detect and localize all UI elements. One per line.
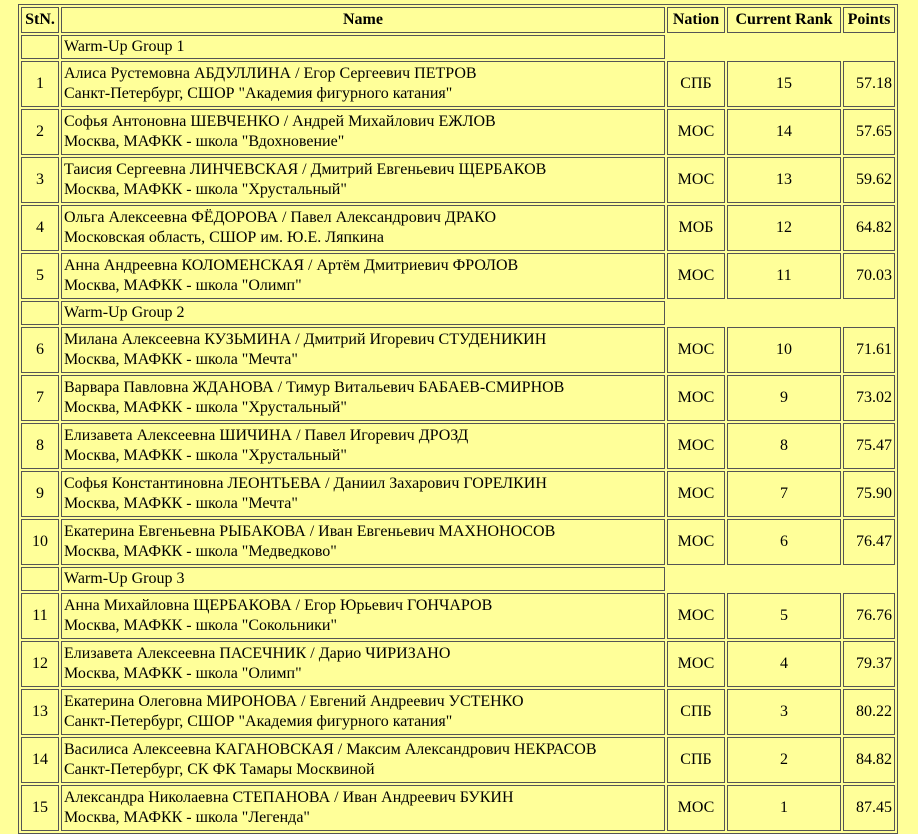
nation: МОС [667,423,725,469]
warmup-group-label: Warm-Up Group 3 [61,567,665,591]
points: 71.61 [843,327,895,373]
group-blank [667,567,895,591]
start-number: 4 [21,205,59,251]
club-name: Москва, МАФКК - школа "Хрустальный" [64,447,347,464]
name-cell [61,689,665,735]
table-row [21,375,895,421]
points: 76.47 [843,519,895,565]
start-number: 12 [21,641,59,687]
table-row [21,61,895,107]
header-name: Name [61,7,665,33]
points: 79.37 [843,641,895,687]
table-row [21,157,895,203]
current-rank: 4 [727,641,841,687]
start-number: 13 [21,689,59,735]
nation: МОС [667,785,725,831]
group-stn-empty [21,35,59,59]
points: 75.47 [843,423,895,469]
warmup-group-row [21,567,895,591]
current-rank: 14 [727,109,841,155]
table-row [21,641,895,687]
group-blank [667,35,895,59]
pair-names: Алиса Рустемовна АБДУЛЛИНА / Егор Сергеевич ПЕТРОВ [64,65,477,82]
start-number: 7 [21,375,59,421]
club-name: Москва, МАФКК - школа "Мечта" [64,351,298,368]
pair-names: Екатерина Евгеньевна РЫБАКОВА / Иван Евгеньевич МАХНОНОСОВ [64,523,556,540]
points: 84.82 [843,737,895,783]
name-cell [61,471,665,517]
nation: МОС [667,519,725,565]
points: 75.90 [843,471,895,517]
group-stn-empty [21,301,59,325]
warmup-group-label: Warm-Up Group 1 [61,35,665,59]
current-rank: 2 [727,737,841,783]
warmup-group-label: Warm-Up Group 2 [61,301,665,325]
table-row [21,519,895,565]
start-number: 11 [21,593,59,639]
start-number: 6 [21,327,59,373]
club-name: Москва, МАФКК - школа "Медведково" [64,543,337,560]
pair-names: Александра Николаевна СТЕПАНОВА / Иван Андреевич БУКИН [64,789,514,806]
club-name: Москва, МАФКК - школа "Сокольники" [64,617,338,634]
club-name: Москва, МАФКК - школа "Олимп" [64,277,302,294]
nation: СПБ [667,737,725,783]
starting-order-table [18,4,898,834]
table-body [21,35,895,831]
current-rank: 6 [727,519,841,565]
current-rank: 5 [727,593,841,639]
nation: МОС [667,641,725,687]
nation: МОБ [667,205,725,251]
points: 80.22 [843,689,895,735]
table-row [21,253,895,299]
current-rank: 11 [727,253,841,299]
name-cell [61,641,665,687]
current-rank: 15 [727,61,841,107]
name-cell [61,61,665,107]
name-cell [61,253,665,299]
pair-names: Василиса Алексеевна КАГАНОВСКАЯ / Максим Александрович НЕКРАСОВ [64,741,597,758]
nation: МОС [667,375,725,421]
name-cell [61,737,665,783]
start-number: 8 [21,423,59,469]
header-row [21,7,895,33]
header-points: Points [843,7,895,33]
header-nation: Nation [667,7,725,33]
pair-names: Милана Алексеевна КУЗЬМИНА / Дмитрий Игоревич СТУДЕНИКИН [64,331,547,348]
name-cell [61,785,665,831]
header-current-rank: Current Rank [727,7,841,33]
current-rank: 3 [727,689,841,735]
nation: МОС [667,593,725,639]
nation: МОС [667,253,725,299]
table-row [21,593,895,639]
name-cell [61,327,665,373]
start-number: 10 [21,519,59,565]
table-row [21,785,895,831]
pair-names: Ольга Алексеевна ФЁДОРОВА / Павел Александрович ДРАКО [64,209,497,226]
start-number: 1 [21,61,59,107]
pair-names: Анна Андреевна КОЛОМЕНСКАЯ / Артём Дмитриевич ФРОЛОВ [64,257,519,274]
nation: МОС [667,109,725,155]
table-row [21,689,895,735]
table-row [21,423,895,469]
club-name: Москва, МАФКК - школа "Хрустальный" [64,399,347,416]
nation: СПБ [667,689,725,735]
name-cell [61,109,665,155]
current-rank: 7 [727,471,841,517]
table-row [21,471,895,517]
club-name: Санкт-Петербург, СШОР "Академия фигурного катания" [64,85,453,102]
pair-names: Таисия Сергеевна ЛИНЧЕВСКАЯ / Дмитрий Евгеньевич ЩЕРБАКОВ [64,161,547,178]
current-rank: 13 [727,157,841,203]
current-rank: 9 [727,375,841,421]
name-cell [61,519,665,565]
club-name: Санкт-Петербург, СШОР "Академия фигурного катания" [64,713,453,730]
nation: МОС [667,157,725,203]
points: 87.45 [843,785,895,831]
pair-names: Анна Михайловна ЩЕРБАКОВА / Егор Юрьевич ГОНЧАРОВ [64,597,493,614]
pair-names: Елизавета Алексеевна ШИЧИНА / Павел Игоревич ДРОЗД [64,427,469,444]
club-name: Москва, МАФКК - школа "Легенда" [64,809,310,826]
nation: МОС [667,471,725,517]
header-stn: StN. [21,7,59,33]
points: 76.76 [843,593,895,639]
name-cell [61,423,665,469]
current-rank: 10 [727,327,841,373]
name-cell [61,205,665,251]
points: 64.82 [843,205,895,251]
pair-names: Софья Константиновна ЛЕОНТЬЕВА / Даниил Захарович ГОРЕЛКИН [64,475,547,492]
points: 59.62 [843,157,895,203]
pair-names: Софья Антоновна ШЕВЧЕНКО / Андрей Михайлович ЕЖЛОВ [64,113,496,130]
nation: СПБ [667,61,725,107]
start-number: 5 [21,253,59,299]
points: 57.65 [843,109,895,155]
club-name: Москва, МАФКК - школа "Хрустальный" [64,181,347,198]
points: 57.18 [843,61,895,107]
table-row [21,737,895,783]
pair-names: Елизавета Алексеевна ПАСЕЧНИК / Дарио ЧИРИЗАНО [64,645,451,662]
start-number: 9 [21,471,59,517]
pair-names: Екатерина Олеговна МИРОНОВА / Евгений Андреевич УСТЕНКО [64,693,524,710]
points: 73.02 [843,375,895,421]
current-rank: 8 [727,423,841,469]
start-number: 15 [21,785,59,831]
points: 70.03 [843,253,895,299]
name-cell [61,593,665,639]
table-row [21,109,895,155]
club-name: Москва, МАФКК - школа "Мечта" [64,495,298,512]
club-name: Москва, МАФКК - школа "Олимп" [64,665,302,682]
table-row [21,327,895,373]
warmup-group-row [21,301,895,325]
group-stn-empty [21,567,59,591]
club-name: Санкт-Петербург, СК ФК Тамары Москвиной [64,761,375,778]
table-row [21,205,895,251]
name-cell [61,157,665,203]
warmup-group-row [21,35,895,59]
start-number: 3 [21,157,59,203]
pair-names: Варвара Павловна ЖДАНОВА / Тимур Витальевич БАБАЕВ-СМИРНОВ [64,379,565,396]
club-name: Москва, МАФКК - школа "Вдохновение" [64,133,345,150]
group-blank [667,301,895,325]
nation: МОС [667,327,725,373]
current-rank: 12 [727,205,841,251]
name-cell [61,375,665,421]
current-rank: 1 [727,785,841,831]
club-name: Московская область, СШОР им. Ю.Е. Ляпкина [64,229,385,246]
start-number: 14 [21,737,59,783]
start-number: 2 [21,109,59,155]
